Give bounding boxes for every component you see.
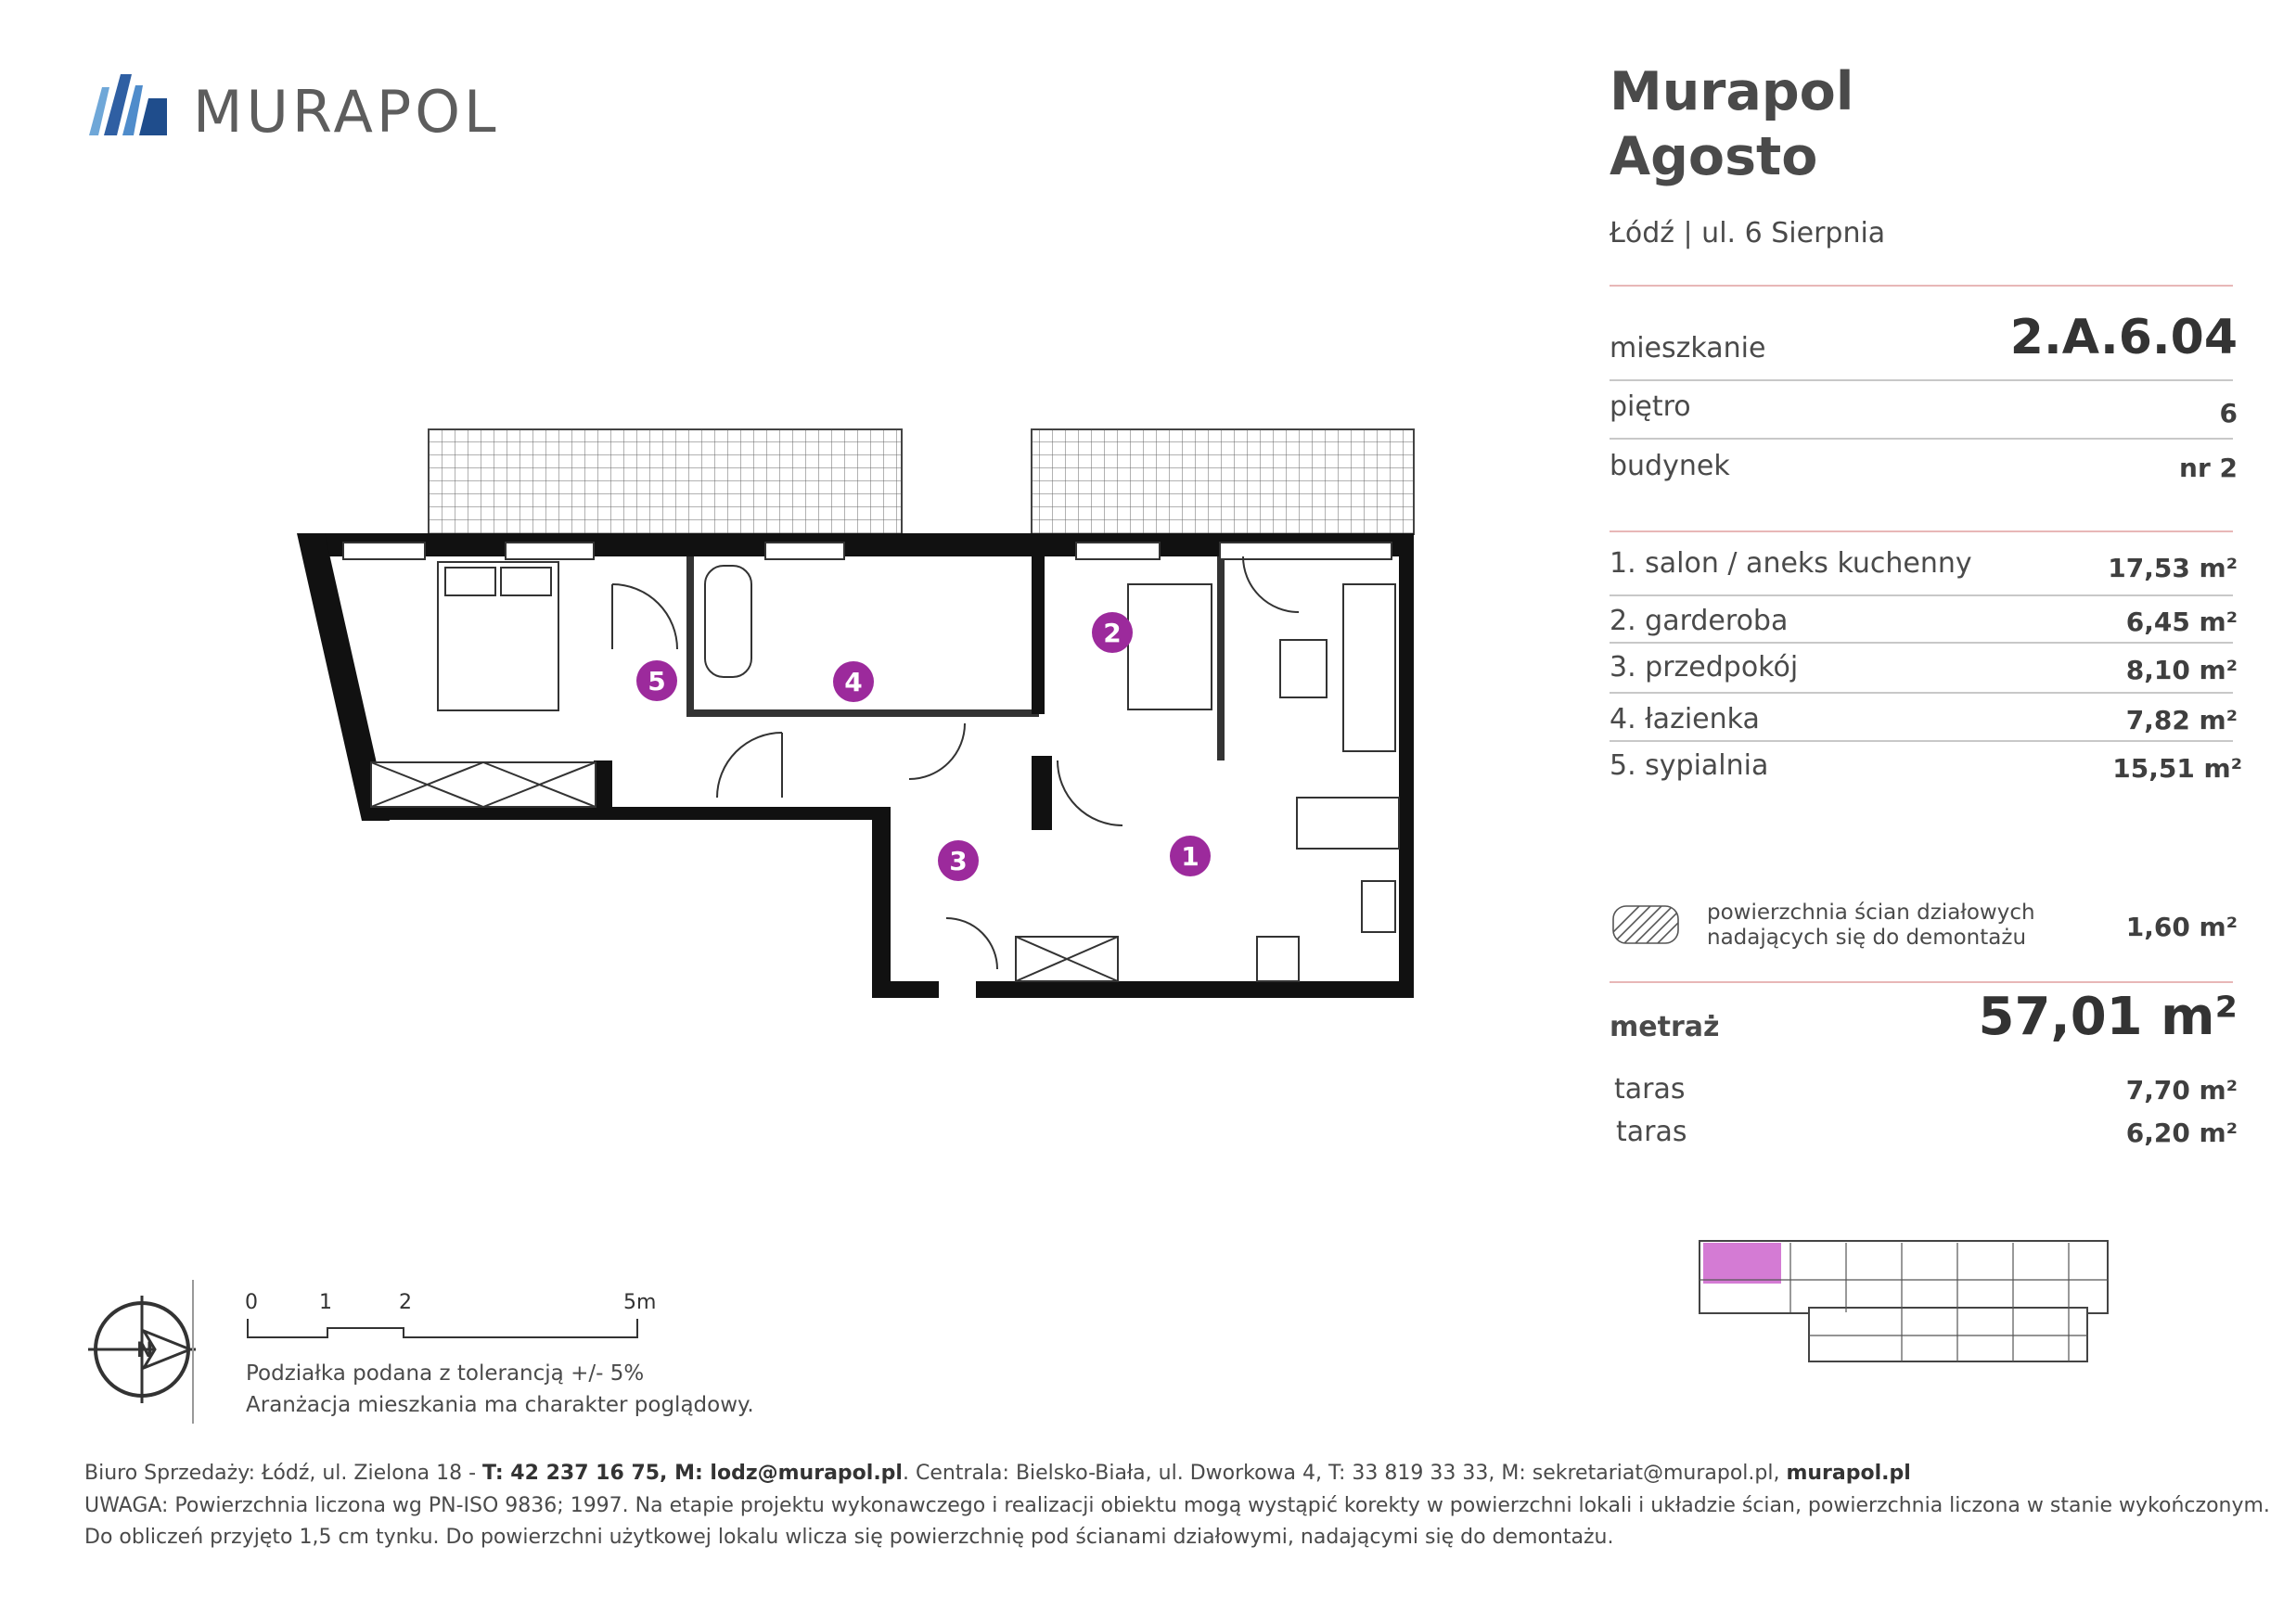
tolerance-note: Podziałka podana z tolerancją +/- 5%	[246, 1361, 645, 1386]
key-plan-highlight	[1703, 1243, 1781, 1284]
footer-hq: . Centrala: Bielsko-Biała, ul. Dworkowa 4, T: 33 819 33 33, M: sekretariat@murapol.pl,	[902, 1462, 1787, 1485]
terrace-area-left	[429, 429, 902, 534]
building-value: nr 2	[2179, 453, 2238, 483]
footer-contact	[84, 1462, 1911, 1485]
total-label: metraż	[1610, 1011, 1720, 1043]
footer-office: Biuro Sprzedaży: Łódź, ul. Zielona 18 -	[84, 1462, 483, 1485]
scale-bar	[246, 1317, 654, 1345]
room-marker-2: 2	[1103, 618, 1122, 648]
compass-icon	[88, 1294, 199, 1405]
scale-tick-5m: 5m	[623, 1291, 657, 1314]
terrace-label: taras	[1616, 1116, 1687, 1148]
room-label: 3. przedpokój	[1610, 651, 1799, 684]
room-marker-4: 4	[844, 667, 863, 697]
scale-tick-2: 2	[399, 1291, 412, 1314]
room-label: 4. łazienka	[1610, 703, 1760, 735]
room-label: 5. sypialnia	[1610, 749, 1769, 782]
walls-note-area: 1,60 m²	[2125, 912, 2238, 942]
unit-label: mieszkanie	[1610, 332, 1766, 364]
total-area: 57,01 m²	[1978, 987, 2238, 1047]
scale-tick-0: 0	[245, 1291, 258, 1314]
project-title-line1: Murapol	[1610, 61, 1854, 122]
key-plan	[1698, 1224, 2134, 1363]
floor-label: piętro	[1610, 390, 1691, 423]
terrace-area-right	[1032, 429, 1414, 534]
divider	[192, 1280, 194, 1424]
room-marker-1: 1	[1181, 841, 1199, 872]
brand-wordmark: MURAPOL	[193, 78, 500, 146]
svg-text:N: N	[136, 1339, 154, 1362]
unit-number: 2.A.6.04	[2009, 310, 2238, 365]
project-title-line2: Agosto	[1610, 126, 1818, 187]
floor-value: 6	[2219, 398, 2238, 428]
room-area: 7,82 m²	[2125, 705, 2238, 735]
terrace-area: 7,70 m²	[2125, 1075, 2238, 1105]
room-area: 6,45 m²	[2125, 607, 2238, 637]
footer-website: murapol.pl	[1786, 1462, 1911, 1485]
room-area: 17,53 m²	[2108, 553, 2238, 583]
footer-plaster-note: Do obliczeń przyjęto 1,5 cm tynku. Do powierzchni użytkowej lokalu wlicza się powierzchnię pod ścianami działowymi, nadającymi się do demontażu.	[84, 1526, 1614, 1549]
room-marker-5: 5	[648, 666, 666, 696]
terrace-area: 6,20 m²	[2125, 1118, 2238, 1148]
room-label: 1. salon / aneks kuchenny	[1610, 547, 1972, 580]
walls-note-line2: nadających się do demontażu	[1707, 926, 2027, 950]
arrangement-note: Aranżacja mieszkania ma charakter poglądowy.	[246, 1393, 754, 1417]
project-address: Łódź | ul. 6 Sierpnia	[1610, 217, 1886, 249]
scale-tick-1: 1	[319, 1291, 332, 1314]
footer-office-contact: T: 42 237 16 75, M: lodz@murapol.pl	[482, 1462, 903, 1485]
building-label: budynek	[1610, 450, 1730, 482]
walls-note-line1: powierzchnia ścian działowych	[1707, 901, 2035, 925]
room-area: 15,51 m²	[2112, 753, 2242, 784]
footer-disclaimer: UWAGA: Powierzchnia liczona wg PN-ISO 9836; 1997. Na etapie projektu wykonawczego i realizacji obiektu mogą wystąpić korekty w powierzchni lokali i układzie ścian, powierzchnia liczona w stanie wykończonym.	[84, 1494, 2270, 1517]
room-area: 8,10 m²	[2125, 655, 2238, 685]
room-label: 2. garderoba	[1610, 605, 1789, 637]
room-marker-3: 3	[949, 846, 968, 876]
terrace-label: taras	[1614, 1073, 1686, 1105]
